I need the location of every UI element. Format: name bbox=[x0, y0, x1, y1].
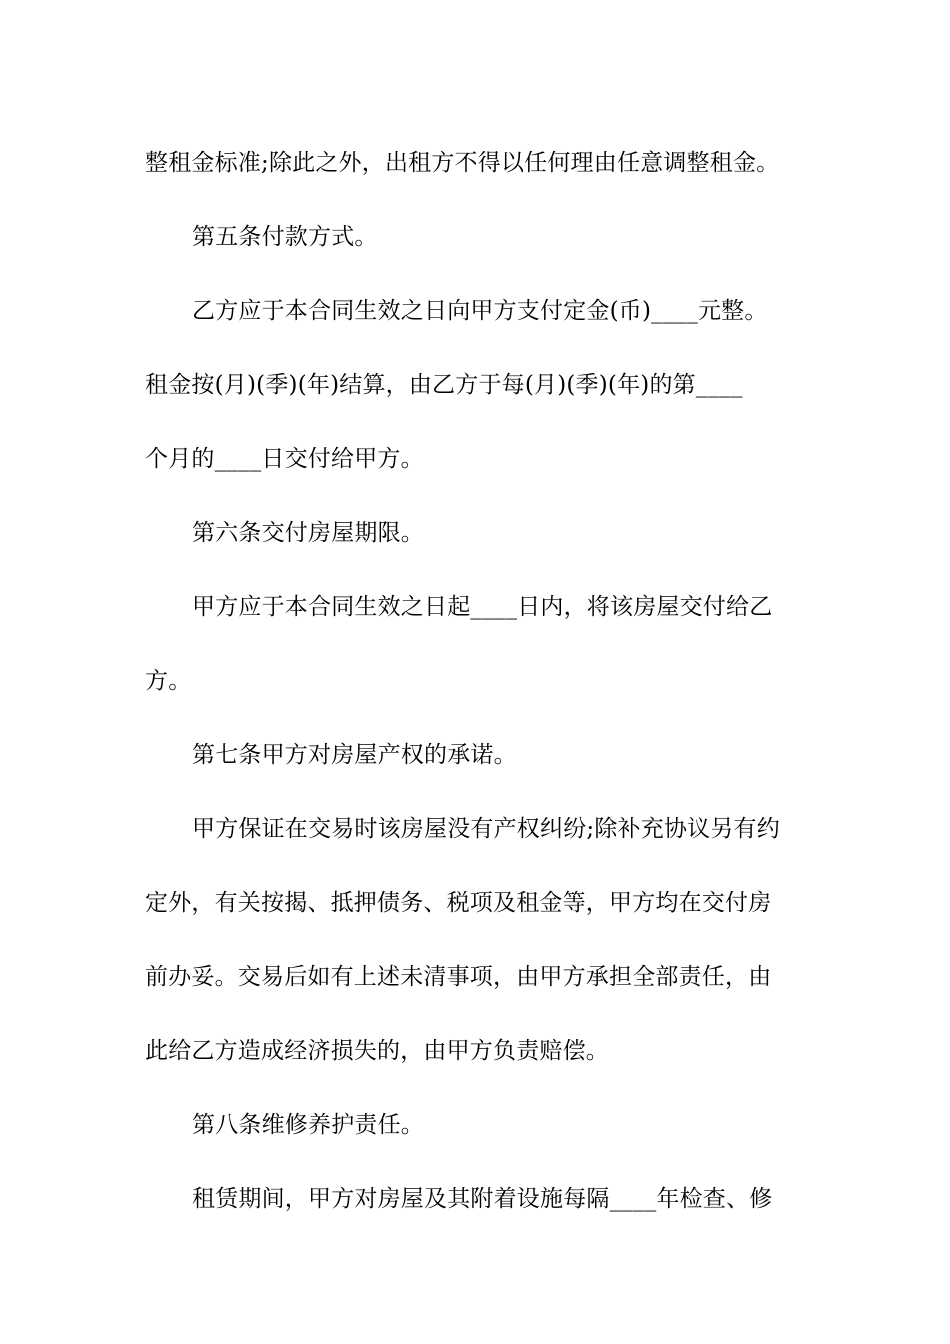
text-line: 方。 bbox=[145, 668, 192, 694]
text-line: 定外，有关按揭、抵押债务、税项及租金等，甲方均在交付房 bbox=[145, 890, 772, 916]
article-heading: 第七条甲方对房屋产权的承诺。 bbox=[192, 742, 517, 768]
text-line: 租赁期间，甲方对房屋及其附着设施每隔____年检查、修 bbox=[192, 1186, 773, 1212]
text-line: 个月的____日交付给甲方。 bbox=[145, 446, 424, 472]
text-line: 此给乙方造成经济损失的，由甲方负责赔偿。 bbox=[145, 1038, 609, 1064]
text-line: 乙方应于本合同生效之日向甲方支付定金(币)____元整。 bbox=[192, 298, 768, 324]
text-line: 租金按(月)(季)(年)结算，由乙方于每(月)(季)(年)的第____ bbox=[145, 372, 743, 398]
text-line: 甲方保证在交易时该房屋没有产权纠纷;除补充协议另有约 bbox=[192, 816, 780, 842]
document-body bbox=[145, 126, 815, 1236]
article-heading: 第八条维修养护责任。 bbox=[192, 1112, 424, 1138]
text-line: 前办妥。交易后如有上述未清事项，由甲方承担全部责任，由 bbox=[145, 964, 772, 990]
text-line: 整租金标准;除此之外，出租方不得以任何理由任意调整租金。 bbox=[145, 150, 780, 176]
article-heading: 第六条交付房屋期限。 bbox=[192, 520, 424, 546]
text-line: 甲方应于本合同生效之日起____日内，将该房屋交付给乙 bbox=[192, 594, 773, 620]
article-heading: 第五条付款方式。 bbox=[192, 224, 378, 250]
